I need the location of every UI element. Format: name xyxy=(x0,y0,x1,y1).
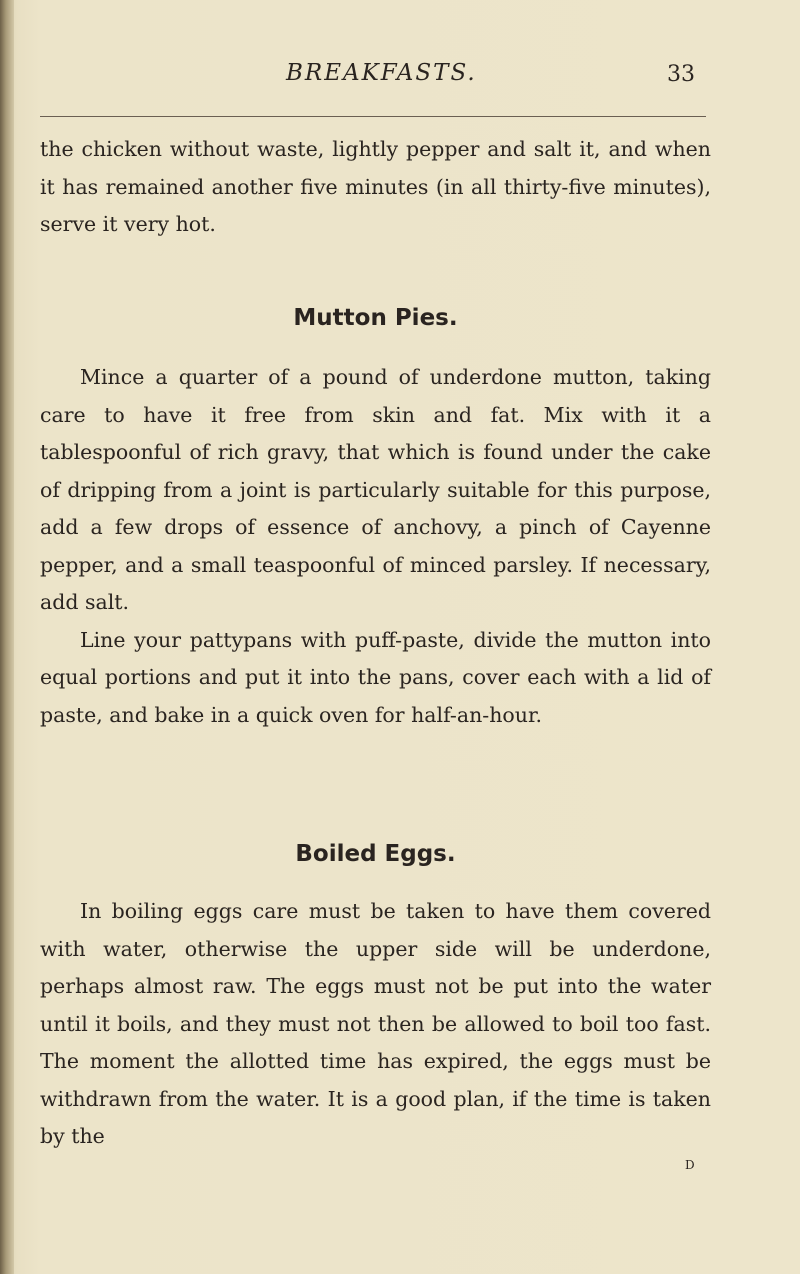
running-head xyxy=(0,56,800,96)
continuation-paragraph: the chicken without waste, lightly pepper and salt it, and when it has remained another five minutes (in all thirty-five minutes), serve it very hot. xyxy=(40,137,711,236)
mutton-pies-block xyxy=(40,359,711,734)
binding-edge xyxy=(0,0,14,1274)
heading-mutton-pies: Mutton Pies. xyxy=(293,305,458,331)
signature-mark: D xyxy=(685,1158,696,1172)
running-title: BREAKFASTS. xyxy=(286,60,477,86)
page-number: 33 xyxy=(667,62,695,87)
boiled-eggs-paragraph-1: In boiling eggs care must be taken to have them covered with water, otherwise the upper side will be underdone, perhaps almost raw. The eggs must not be put into the water until it boils, and they must not then be allowed to boil too fast. The moment the allotted time has expired, the eggs must be withdrawn from the water. It is a good plan, if the time is taken by the xyxy=(40,899,711,1148)
heading-boiled-eggs: Boiled Eggs. xyxy=(295,841,456,867)
continuation-block xyxy=(40,131,711,244)
header-rule xyxy=(40,116,706,117)
mutton-pies-paragraph-1: Mince a quarter of a pound of underdone mutton, taking care to have it free from skin and fat. Mix with it a tablespoonful of rich gravy, that which is found under the cake of dripping from a joint is particularly suitable for this purpose, add a few drops of essence of anchovy, a pinch of Cayenne pepper, and a small teaspoonful of minced parsley. If necessary, add salt. xyxy=(40,365,711,614)
mutton-pies-paragraph-2: Line your pattypans with puff-paste, divide the mutton into equal portions and put it into the pans, cover each with a lid of paste, and bake in a quick oven for half-an-hour. xyxy=(40,627,711,727)
boiled-eggs-block xyxy=(40,893,711,1156)
